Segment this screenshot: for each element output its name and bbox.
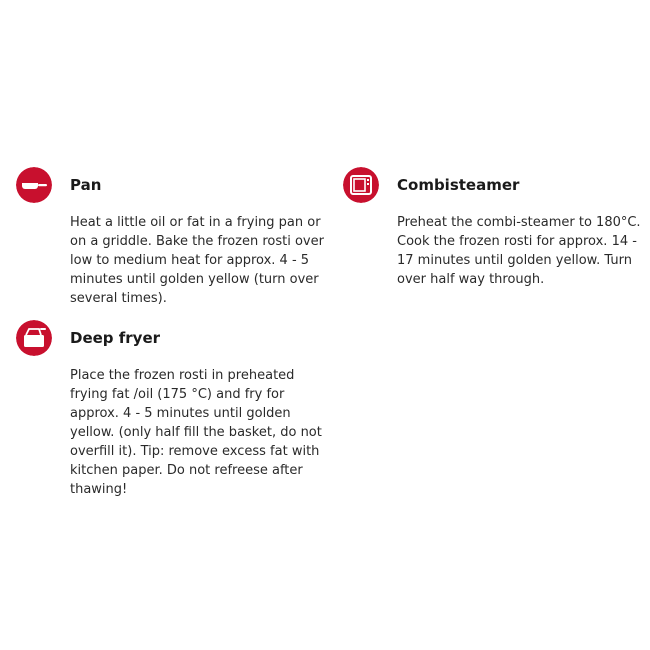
method-instructions: Heat a little oil or fat in a frying pan or on a griddle. Bake the frozen rosti over low to medium heat for approx. 4 - 5 minutes until golden yellow (turn over several times). [70, 215, 324, 306]
frying-pan-icon [16, 167, 52, 203]
method-title: Pan [70, 176, 102, 194]
method-combisteamer [343, 167, 643, 297]
deep-fryer-icon [16, 320, 52, 356]
combi-steamer-icon [343, 167, 379, 203]
method-title: Deep fryer [70, 329, 161, 347]
method-instructions: Place the frozen rosti in preheated frying fat /oil (175 °C) and fry for approx. 4 - 5 minutes until golden yellow. (only half fill the basket, do not overfill it). Tip: remove excess fat with kitchen paper. Do not refreese after thawing! [70, 368, 322, 497]
method-deep-fryer [16, 320, 326, 510]
method-pan [16, 167, 326, 317]
method-instructions: Preheat the combi-steamer to 180°C. Cook the frozen rosti for approx. 14 - 17 minutes until golden yellow. Turn over half way through. [397, 215, 641, 287]
method-title: Combisteamer [397, 176, 520, 194]
